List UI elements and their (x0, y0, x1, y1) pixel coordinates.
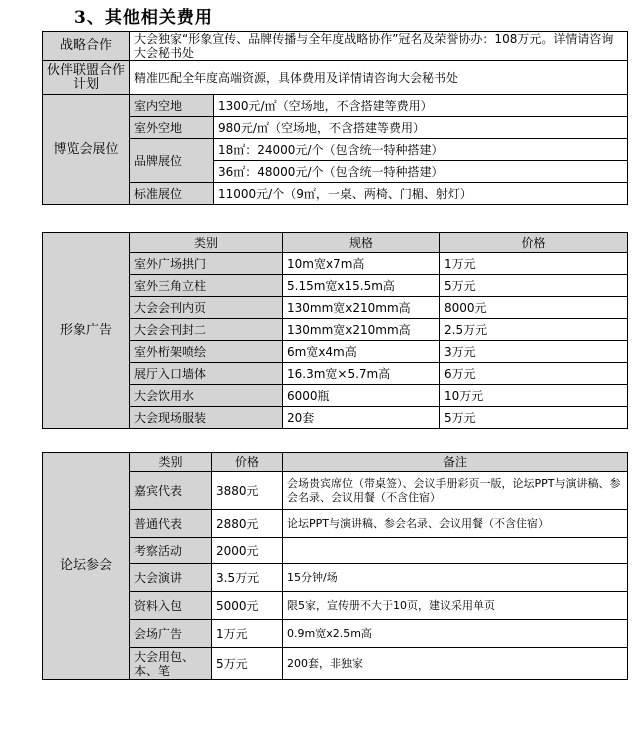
description-cell: 大会独家“形象宣传、品牌传播与全年度战略协作”冠名及荣誉协办：108万元。详情请咨询大会秘书处 (130, 32, 628, 61)
ad-spec-cell: 6000瓶 (283, 385, 440, 407)
ad-type-cell: 大会会刊封二 (130, 319, 283, 341)
forum-note-cell: 200套，非独家 (283, 648, 628, 680)
booth-price-cell: 36㎡：48000元/个（包含统一特种搭建） (214, 161, 628, 183)
booth-type-cell: 室外空地 (130, 117, 214, 139)
table-row (43, 297, 628, 319)
forum-price-cell: 2880元 (212, 510, 283, 538)
ad-price-cell: 3万元 (440, 341, 628, 363)
forum-note-cell: 限5家，宣传册不大于10页，建议采用单页 (283, 592, 628, 620)
ad-spec-cell: 20套 (283, 407, 440, 429)
forum-note-cell: 0.9m宽x2.5m高 (283, 620, 628, 648)
ad-spec-cell: 16.3m宽×5.7m高 (283, 363, 440, 385)
table-row (43, 253, 628, 275)
booth-type-cell: 标准展位 (130, 183, 214, 205)
column-header: 价格 (440, 233, 628, 253)
forum-price-cell: 5000元 (212, 592, 283, 620)
ad-type-cell: 大会会刊内页 (130, 297, 283, 319)
booth-price-cell: 1300元/㎡（空场地，不含搭建等费用） (214, 95, 628, 117)
table-row (43, 472, 628, 510)
ad-price-cell: 5万元 (440, 275, 628, 297)
ad-spec-cell: 10m宽x7m高 (283, 253, 440, 275)
forum-note-cell (283, 538, 628, 564)
forum-note-cell: 论坛PPT与演讲稿、参会名录、会议用餐（不含住宿） (283, 510, 628, 538)
category-cell: 博览会展位 (43, 95, 130, 205)
table-row (43, 538, 628, 564)
ad-spec-cell: 5.15m宽x15.5m高 (283, 275, 440, 297)
forum-price-cell: 2000元 (212, 538, 283, 564)
forum-type-cell: 会场广告 (130, 620, 212, 648)
forum-price-cell: 5万元 (212, 648, 283, 680)
ad-spec-cell: 130mm宽x210mm高 (283, 297, 440, 319)
forum-type-cell: 资料入包 (130, 592, 212, 620)
ad-price-cell: 10万元 (440, 385, 628, 407)
sponsorship-table (42, 31, 628, 205)
page-heading: 3、其他相关费用 (74, 8, 213, 28)
table-row (43, 564, 628, 592)
forum-type-cell: 大会用包、本、笔 (130, 648, 212, 680)
forum-price-cell: 1万元 (212, 620, 283, 648)
table-row (43, 407, 628, 429)
forum-table (42, 452, 628, 680)
forum-type-cell: 大会演讲 (130, 564, 212, 592)
column-header: 类别 (130, 233, 283, 253)
table-row (43, 275, 628, 297)
forum-note-cell: 会场贵宾席位（带桌签）、会议手册彩页一版，论坛PPT与演讲稿、参会名录、会议用餐（不含住宿） (283, 472, 628, 510)
table-row (43, 341, 628, 363)
booth-type-cell: 品牌展位 (130, 139, 214, 183)
ad-price-cell: 2.5万元 (440, 319, 628, 341)
booth-price-cell: 11000元/个（9㎡，一桌、两椅、门楣、射灯） (214, 183, 628, 205)
ad-type-cell: 室外三角立柱 (130, 275, 283, 297)
forum-price-cell: 3.5万元 (212, 564, 283, 592)
advertising-table (42, 232, 628, 429)
booth-price-cell: 980元/㎡（空场地，不含搭建等费用） (214, 117, 628, 139)
forum-type-cell: 嘉宾代表 (130, 472, 212, 510)
ad-type-cell: 大会饮用水 (130, 385, 283, 407)
table-row (43, 592, 628, 620)
column-header: 规格 (283, 233, 440, 253)
ad-price-cell: 1万元 (440, 253, 628, 275)
column-header: 价格 (212, 453, 283, 472)
ad-spec-cell: 130mm宽x210mm高 (283, 319, 440, 341)
ad-type-cell: 展厅入口墙体 (130, 363, 283, 385)
column-header: 备注 (283, 453, 628, 472)
ad-type-cell: 室外桁架喷绘 (130, 341, 283, 363)
forum-price-cell: 3880元 (212, 472, 283, 510)
description-cell: 精准匹配全年度高端资源，具体费用及详情请咨询大会秘书处 (130, 61, 628, 95)
table-row (43, 363, 628, 385)
table-row (43, 648, 628, 680)
forum-note-cell: 15分钟/场 (283, 564, 628, 592)
forum-type-cell: 考察活动 (130, 538, 212, 564)
category-cell: 形象广告 (43, 233, 130, 429)
ad-type-cell: 大会现场服装 (130, 407, 283, 429)
category-cell: 伙伴联盟合作计划 (43, 61, 130, 95)
table-row (43, 319, 628, 341)
category-cell: 论坛参会 (43, 453, 130, 680)
booth-type-cell: 室内空地 (130, 95, 214, 117)
table-row (43, 385, 628, 407)
table-row (43, 620, 628, 648)
ad-price-cell: 8000元 (440, 297, 628, 319)
ad-price-cell: 6万元 (440, 363, 628, 385)
forum-type-cell: 普通代表 (130, 510, 212, 538)
category-cell: 战略合作 (43, 32, 130, 61)
column-header: 类别 (130, 453, 212, 472)
ad-price-cell: 5万元 (440, 407, 628, 429)
table-row (43, 510, 628, 538)
ad-spec-cell: 6m宽x4m高 (283, 341, 440, 363)
ad-type-cell: 室外广场拱门 (130, 253, 283, 275)
booth-price-cell: 18㎡：24000元/个（包含统一特种搭建） (214, 139, 628, 161)
